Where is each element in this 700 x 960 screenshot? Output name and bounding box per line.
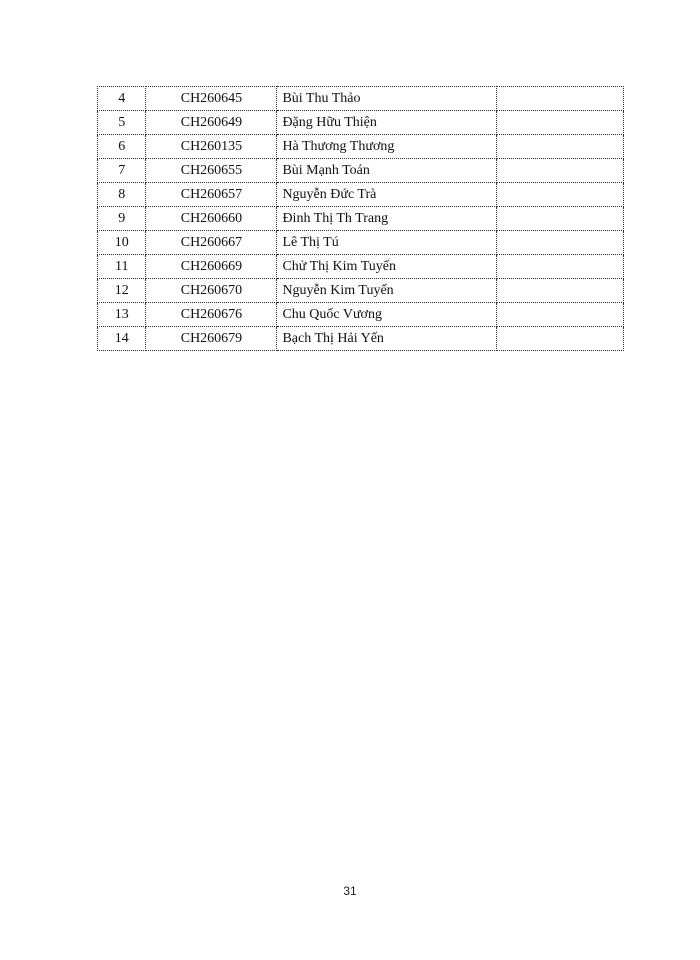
student-code: CH260649 (146, 111, 277, 135)
note-cell (496, 279, 623, 303)
table-row (98, 255, 624, 279)
note-cell (496, 111, 623, 135)
student-name: Lê Thị Tú (277, 231, 496, 255)
student-name: Đinh Thị Th Trang (277, 207, 496, 231)
student-code: CH260667 (146, 231, 277, 255)
student-name: Bạch Thị Hải Yến (277, 327, 496, 351)
student-code: CH260679 (146, 327, 277, 351)
student-name: Nguyễn Đức Trà (277, 183, 496, 207)
student-code: CH260660 (146, 207, 277, 231)
note-cell (496, 255, 623, 279)
table-row (98, 303, 624, 327)
student-code: CH260669 (146, 255, 277, 279)
student-name: Chu Quốc Vương (277, 303, 496, 327)
row-number: 12 (98, 279, 146, 303)
row-number: 11 (98, 255, 146, 279)
student-code: CH260676 (146, 303, 277, 327)
note-cell (496, 87, 623, 111)
row-number: 10 (98, 231, 146, 255)
table-row (98, 207, 624, 231)
student-name: Bùi Mạnh Toán (277, 159, 496, 183)
student-name: Hà Thương Thương (277, 135, 496, 159)
student-code: CH260670 (146, 279, 277, 303)
table-row (98, 327, 624, 351)
row-number: 5 (98, 111, 146, 135)
student-table (97, 86, 624, 351)
row-number: 4 (98, 87, 146, 111)
table-row (98, 159, 624, 183)
table-row (98, 183, 624, 207)
table-row (98, 87, 624, 111)
row-number: 9 (98, 207, 146, 231)
table-row (98, 231, 624, 255)
note-cell (496, 183, 623, 207)
row-number: 13 (98, 303, 146, 327)
student-name: Nguyễn Kim Tuyến (277, 279, 496, 303)
student-code: CH260645 (146, 87, 277, 111)
note-cell (496, 303, 623, 327)
note-cell (496, 135, 623, 159)
row-number: 6 (98, 135, 146, 159)
table-row (98, 135, 624, 159)
student-name: Đặng Hữu Thiện (277, 111, 496, 135)
note-cell (496, 327, 623, 351)
student-code: CH260655 (146, 159, 277, 183)
student-code: CH260657 (146, 183, 277, 207)
student-code: CH260135 (146, 135, 277, 159)
student-table-body (98, 87, 624, 351)
row-number: 8 (98, 183, 146, 207)
note-cell (496, 231, 623, 255)
table-row (98, 111, 624, 135)
note-cell (496, 159, 623, 183)
row-number: 7 (98, 159, 146, 183)
row-number: 14 (98, 327, 146, 351)
note-cell (496, 207, 623, 231)
student-name: Chử Thị Kim Tuyến (277, 255, 496, 279)
table-row (98, 279, 624, 303)
student-name: Bùi Thu Thảo (277, 87, 496, 111)
page-number: 31 (343, 884, 357, 898)
